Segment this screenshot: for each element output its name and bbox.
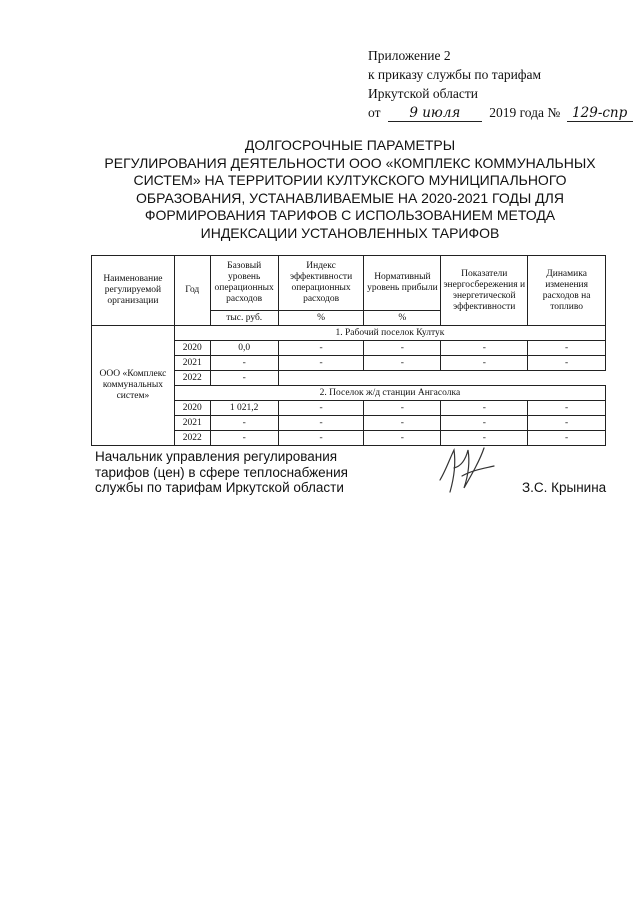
header-fuel-dynamics: Динамика изменения расходов на топливо [528, 256, 606, 326]
title-line: СИСТЕМ» НА ТЕРРИТОРИИ КУЛТУКСКОГО МУНИЦИПАЛЬНОГО [133, 172, 567, 188]
cell-fuel: - [528, 341, 606, 356]
position-line: службы по тарифам Иркутской области [95, 480, 344, 495]
cell-year: 2020 [174, 341, 210, 356]
title-line: ИНДЕКСАЦИИ УСТАНОВЛЕННЫХ ТАРИФОВ [200, 224, 500, 241]
cell-profit: - [364, 401, 441, 416]
handwritten-order-number: 129-спр [567, 106, 633, 122]
cell-fuel: - [528, 356, 606, 371]
header-year: Год [174, 256, 210, 326]
cell-index: - [278, 401, 364, 416]
cell-year: 2022 [174, 431, 210, 446]
signer-name: З.С. Крынина [522, 480, 607, 495]
section-title: 1. Рабочий поселок Култук [174, 326, 605, 341]
title-line: ФОРМИРОВАНИЯ ТАРИФОВ С ИСПОЛЬЗОВАНИЕМ МЕТОДА [144, 207, 556, 223]
cell-year: 2022 [174, 371, 210, 386]
document-title [60, 137, 640, 242]
title-line: ДОЛГОСРОЧНЫЕ ПАРАМЕТРЫ [244, 137, 456, 153]
parameters-table [91, 255, 606, 446]
position-line: Начальник управления регулирования [95, 449, 338, 464]
cell-profit: - [364, 341, 441, 356]
appendix-date-line [368, 103, 633, 122]
cell-base: - [210, 416, 278, 431]
appendix-title: Приложение 2 [368, 48, 451, 63]
cell-base: 0,0 [210, 341, 278, 356]
appendix-region: Иркутской области [368, 86, 479, 101]
title-line: РЕГУЛИРОВАНИЯ ДЕЯТЕЛЬНОСТИ ООО «КОМПЛЕКС КОММУНАЛЬНЫХ [104, 154, 596, 171]
header-efficiency-index: Индекс эффективности операционных расходов [278, 256, 364, 311]
handwritten-date: 9 июля [388, 106, 482, 122]
cell-base: - [210, 356, 278, 371]
cell-year: 2021 [174, 416, 210, 431]
title-line: ОБРАЗОВАНИЯ, УСТАНАВЛИВАЕМЫЕ НА 2020-2021 ГОДЫ ДЛЯ [136, 189, 564, 206]
cell-profit: - [364, 431, 441, 446]
position-line: тарифов (цен) в сфере теплоснабжения [95, 464, 348, 480]
cell-fuel: - [528, 416, 606, 431]
cell-blank [278, 371, 605, 386]
header-profit-level: Нормативный уровень прибыли [364, 256, 441, 311]
organization-name: ООО «Комплекс коммунальных систем» [92, 326, 175, 446]
header-energy-saving: Показатели энергосбережения и энергетической эффективности [441, 256, 528, 326]
signatory-position [95, 449, 348, 496]
cell-energy: - [441, 356, 528, 371]
appendix-block [368, 46, 633, 122]
cell-index: - [278, 416, 364, 431]
cell-profit: - [364, 416, 441, 431]
section-row [92, 326, 606, 341]
section-title: 2. Поселок ж/д станции Ангасолка [174, 386, 605, 401]
cell-year: 2021 [174, 356, 210, 371]
handwritten-signature [432, 440, 502, 498]
cell-base: 1 021,2 [210, 401, 278, 416]
cell-index: - [278, 341, 364, 356]
cell-base: - [210, 371, 278, 386]
cell-index: - [278, 356, 364, 371]
cell-base: - [210, 431, 278, 446]
header-base-opex: Базовый уровень операционных расходов [210, 256, 278, 311]
cell-fuel: - [528, 431, 606, 446]
cell-year: 2020 [174, 401, 210, 416]
cell-energy: - [441, 431, 528, 446]
cell-profit: - [364, 356, 441, 371]
cell-index: - [278, 431, 364, 446]
table-header-row [92, 256, 606, 311]
cell-energy: - [441, 401, 528, 416]
cell-energy: - [441, 341, 528, 356]
appendix-order-ref: к приказу службы по тарифам [368, 67, 542, 82]
unit-profit-level: % [364, 311, 441, 326]
unit-base-opex: тыс. руб. [210, 311, 278, 326]
header-organization: Наименование регулируемой организации [92, 256, 175, 326]
year-label: 2019 года № [489, 105, 561, 120]
from-label: от [368, 105, 381, 120]
cell-energy: - [441, 416, 528, 431]
cell-fuel: - [528, 401, 606, 416]
unit-efficiency-index: % [278, 311, 364, 326]
